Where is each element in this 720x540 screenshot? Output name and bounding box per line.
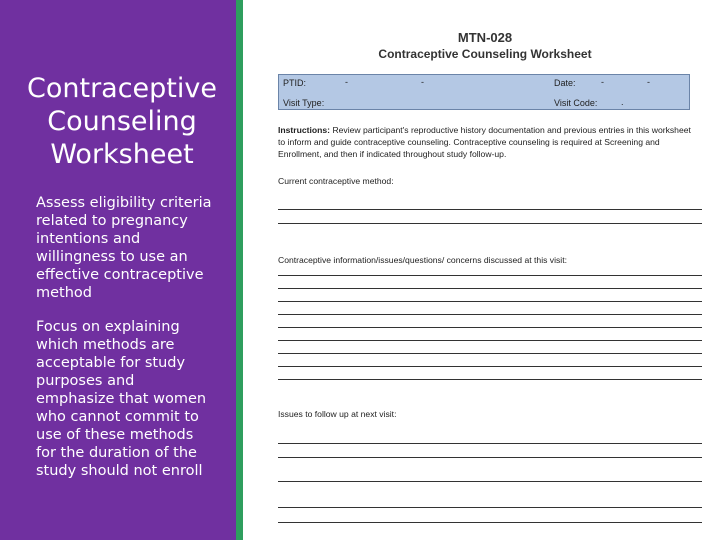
answer-line	[278, 340, 702, 341]
answer-line	[278, 366, 702, 367]
answer-line	[278, 457, 702, 458]
answer-line	[278, 443, 702, 444]
answer-line	[278, 223, 702, 224]
visit-code-label: Visit Code:	[554, 98, 598, 108]
answer-line	[278, 275, 702, 276]
visit-type-label: Visit Type:	[283, 98, 325, 108]
answer-line	[278, 379, 702, 380]
ptid-label: PTID:	[283, 78, 307, 88]
answer-line	[278, 209, 702, 210]
date-label: Date:	[554, 78, 576, 88]
slide-paragraph-methods: Focus on explaining which methods are acceptable for study purposes and emphasize that women who cannot commit to use of these methods for the duration of the study should not enroll	[36, 319, 207, 479]
worksheet-image	[250, 0, 720, 540]
answer-line	[278, 522, 702, 523]
discussion-question: Contraceptive information/issues/questions/ concerns discussed at this visit:	[278, 255, 567, 265]
instructions-text: Review participant's reproductive history documentation and previous entries in this worksheet to inform and guide contraceptive counseling. Contraceptive counseling is required at Screening and Enrollment, and then if indicated throughout study follow-up.	[278, 125, 691, 160]
visit-code-period: .	[621, 97, 624, 107]
ptid-separator-2: -	[421, 77, 424, 87]
answer-line	[278, 327, 702, 328]
follow-up-question: Issues to follow up at next visit:	[278, 409, 397, 419]
worksheet-title: Contraceptive Counseling Worksheet	[378, 47, 592, 61]
answer-line	[278, 481, 702, 482]
worksheet-code: MTN-028	[457, 30, 513, 45]
instructions-label: Instructions:	[278, 125, 331, 135]
answer-line	[278, 288, 702, 289]
participant-id-box	[278, 74, 690, 110]
answer-line	[278, 507, 702, 508]
date-separator-1: -	[601, 77, 604, 87]
ptid-separator-1: -	[345, 77, 348, 87]
answer-line	[278, 301, 702, 302]
slide-paragraph-eligibility: Assess eligibility criteria related to pregnancy intentions and willingness to use an effective contraceptive method	[36, 195, 212, 301]
current-method-question: Current contraceptive method:	[278, 176, 394, 186]
instructions	[278, 124, 698, 161]
accent-divider	[236, 0, 243, 540]
slide-title: Contraceptive Counseling Worksheet	[27, 73, 217, 170]
date-separator-2: -	[647, 77, 650, 87]
answer-line	[278, 353, 702, 354]
answer-line	[278, 314, 702, 315]
